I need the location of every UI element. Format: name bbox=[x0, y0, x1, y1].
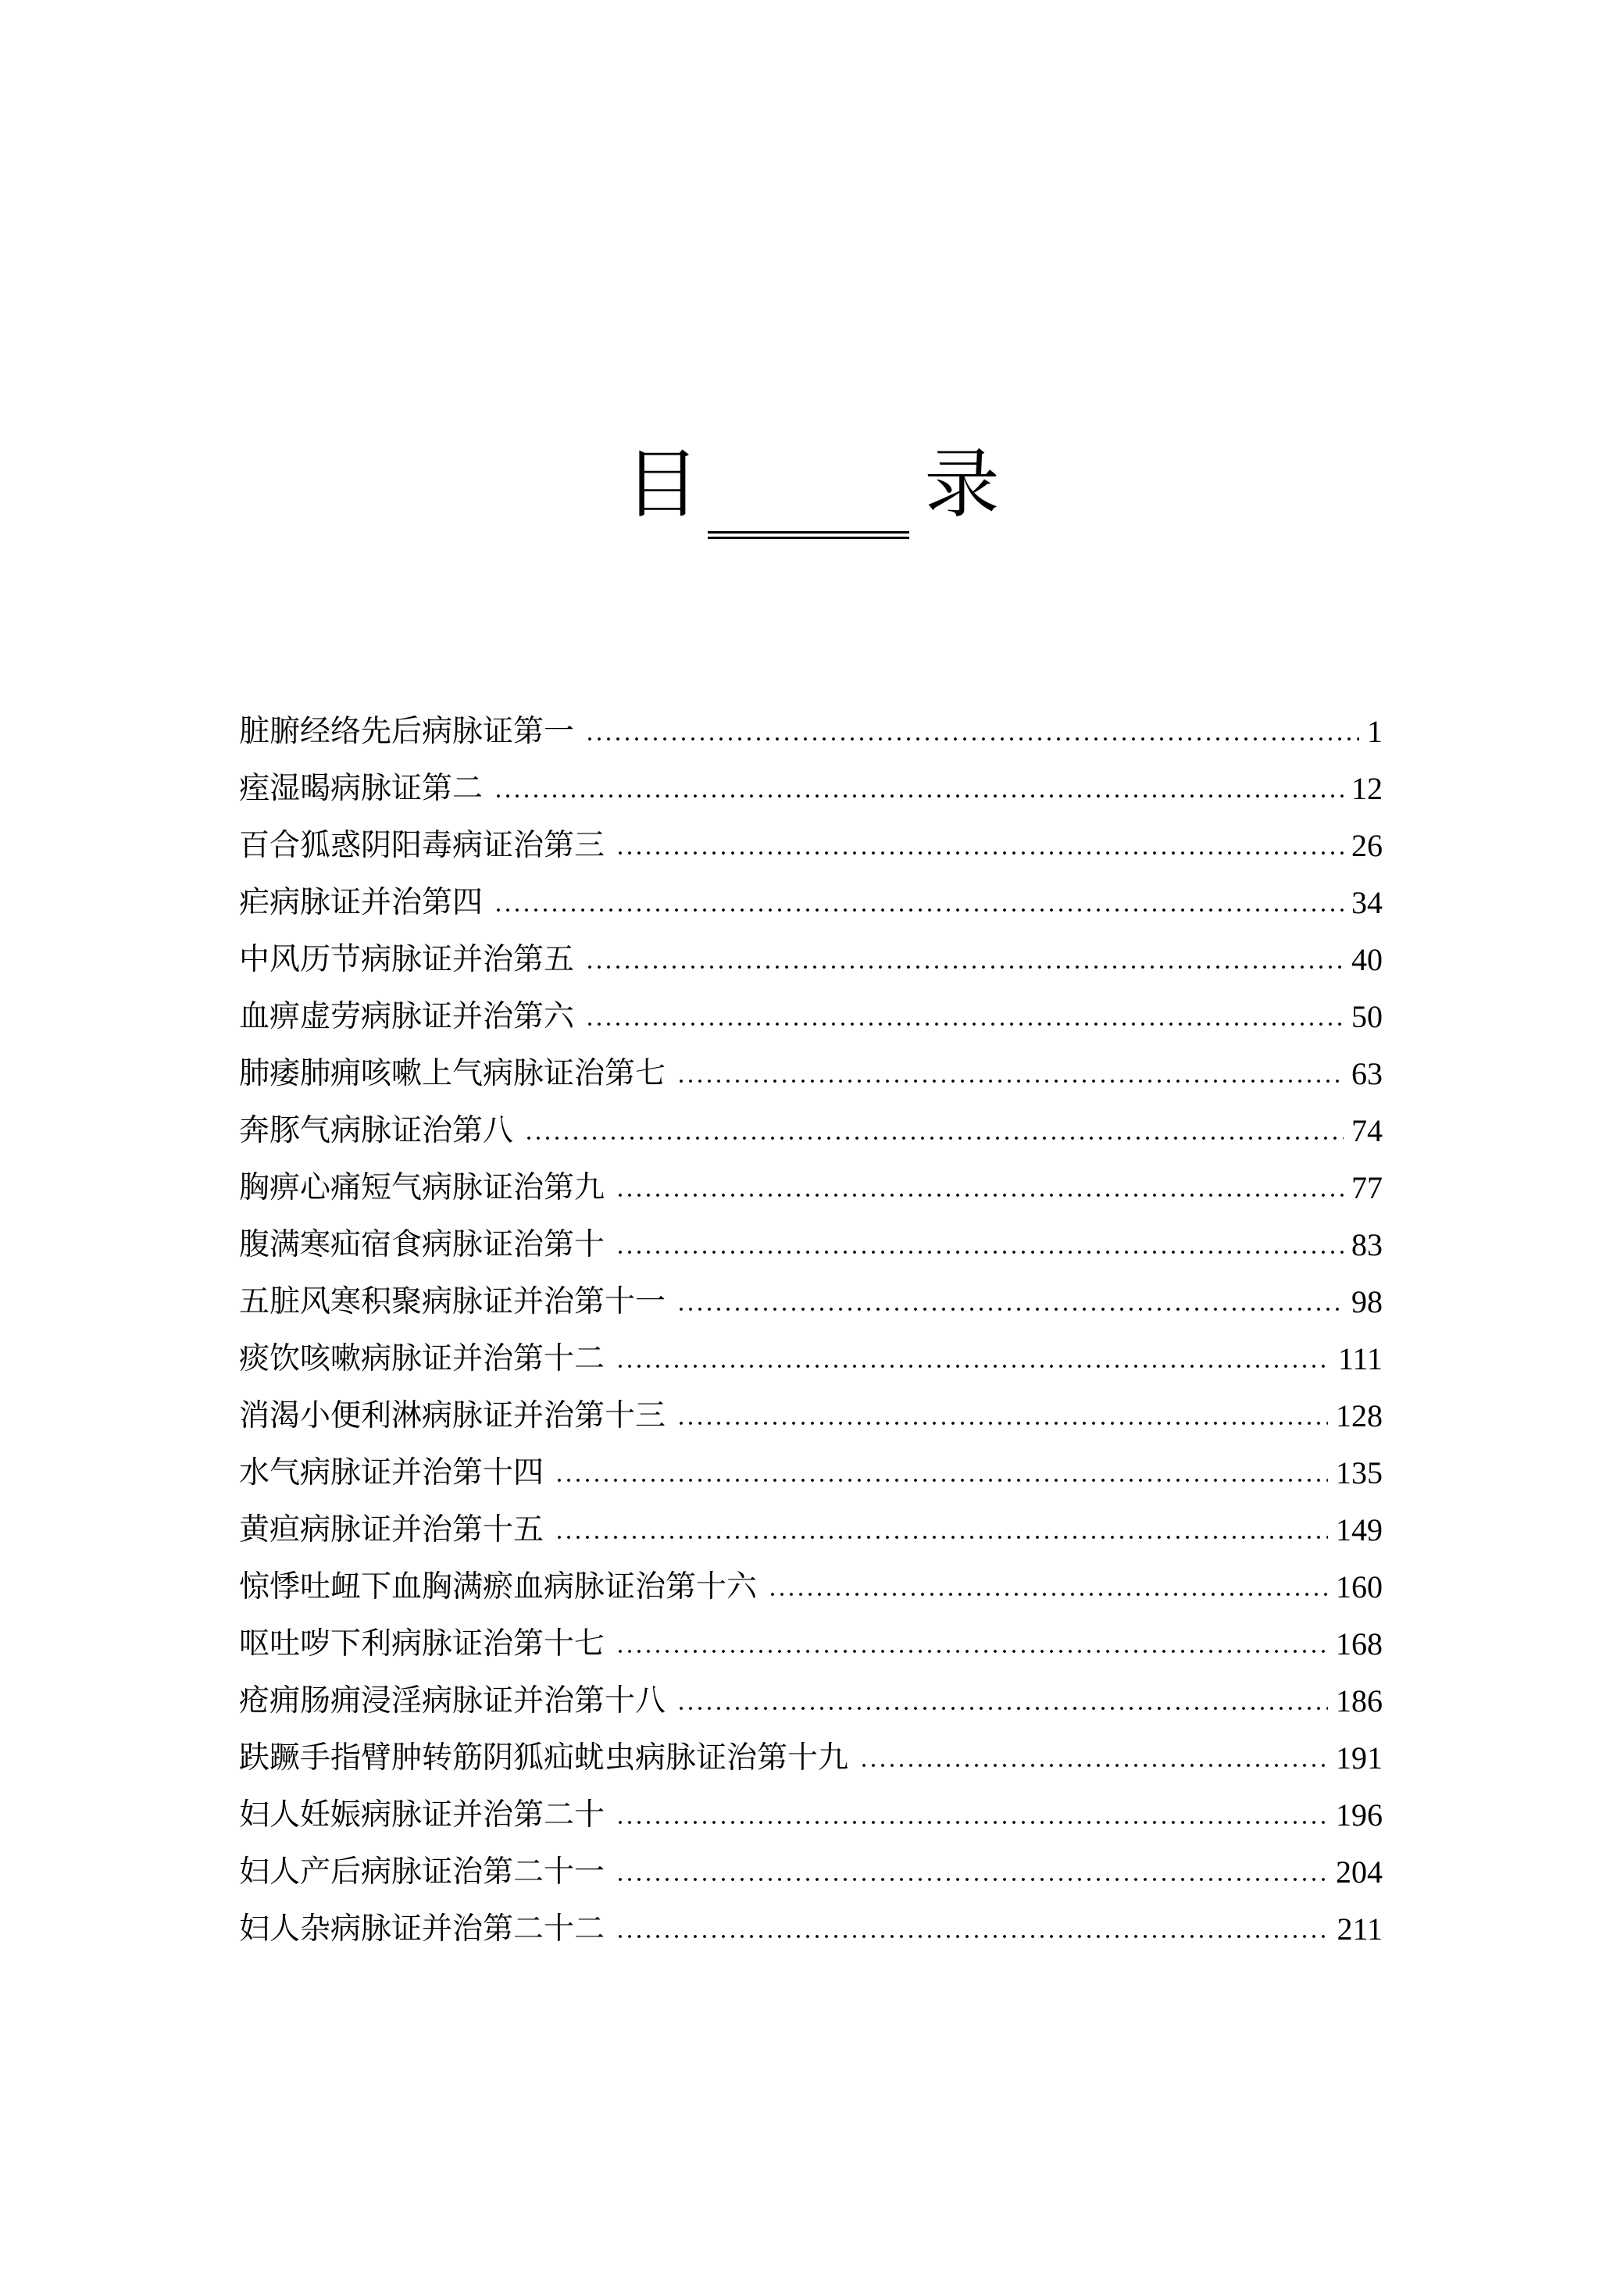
toc-entry-page-number: 63 bbox=[1351, 1056, 1383, 1091]
dot-leader bbox=[616, 1364, 1330, 1369]
toc-entry-title: 趺蹶手指臂肿转筋阴狐疝蚘虫病脉证治第十九 bbox=[239, 1740, 849, 1776]
toc-entry-title: 黄疸病脉证并治第十五 bbox=[239, 1512, 544, 1547]
toc-entry-page-number: 135 bbox=[1336, 1455, 1383, 1490]
table-of-contents bbox=[239, 703, 1383, 1958]
toc-entry[interactable] bbox=[239, 1501, 1383, 1558]
toc-entry-title: 脏腑经络先后病脉证第一 bbox=[239, 714, 575, 749]
title-double-underline bbox=[708, 531, 909, 539]
dot-leader bbox=[555, 1535, 1328, 1540]
toc-entry[interactable] bbox=[239, 760, 1383, 817]
dot-leader bbox=[585, 965, 1344, 969]
dot-leader bbox=[616, 1877, 1328, 1882]
toc-entry-title: 痰饮咳嗽病脉证并治第十二 bbox=[239, 1341, 605, 1376]
toc-entry-page-number: 34 bbox=[1351, 885, 1383, 920]
toc-entry-title: 中风历节病脉证并治第五 bbox=[239, 942, 575, 977]
toc-entry-page-number: 191 bbox=[1336, 1740, 1383, 1776]
dot-leader bbox=[768, 1592, 1328, 1597]
toc-entry-page-number: 128 bbox=[1336, 1398, 1383, 1433]
toc-entry[interactable] bbox=[239, 988, 1383, 1045]
toc-entry[interactable] bbox=[239, 1216, 1383, 1273]
dot-leader bbox=[616, 1250, 1344, 1255]
dot-leader bbox=[494, 794, 1344, 798]
toc-entry[interactable] bbox=[239, 1615, 1383, 1672]
toc-entry[interactable] bbox=[239, 1672, 1383, 1729]
toc-entry-title: 疮痈肠痈浸淫病脉证并治第十八 bbox=[239, 1683, 666, 1719]
toc-entry[interactable] bbox=[239, 1843, 1383, 1901]
toc-entry-title: 水气病脉证并治第十四 bbox=[239, 1455, 544, 1490]
page-title: 目 录 bbox=[624, 441, 1075, 528]
dot-leader bbox=[555, 1478, 1328, 1483]
toc-entry-title: 五脏风寒积聚病脉证并治第十一 bbox=[239, 1284, 666, 1319]
toc-entry[interactable] bbox=[239, 1558, 1383, 1615]
title-wrapper bbox=[0, 437, 1624, 531]
dot-leader bbox=[616, 1820, 1328, 1825]
toc-entry-page-number: 111 bbox=[1337, 1341, 1383, 1376]
dot-leader bbox=[676, 1421, 1328, 1426]
toc-entry-page-number: 83 bbox=[1351, 1227, 1383, 1262]
dot-leader bbox=[859, 1763, 1328, 1768]
toc-entry-title: 惊悸吐衄下血胸满瘀血病脉证治第十六 bbox=[239, 1569, 758, 1604]
dot-leader bbox=[585, 1022, 1344, 1026]
toc-entry[interactable] bbox=[239, 1786, 1383, 1843]
dot-leader bbox=[616, 851, 1344, 855]
toc-entry-page-number: 168 bbox=[1336, 1626, 1383, 1661]
toc-entry[interactable] bbox=[239, 1159, 1383, 1216]
toc-entry-title: 妇人杂病脉证并治第二十二 bbox=[239, 1911, 605, 1947]
toc-entry-title: 妇人产后病脉证治第二十一 bbox=[239, 1854, 605, 1890]
toc-entry-title: 胸痹心痛短气病脉证治第九 bbox=[239, 1170, 605, 1205]
toc-entry-page-number: 98 bbox=[1351, 1284, 1383, 1319]
toc-entry-page-number: 204 bbox=[1336, 1854, 1383, 1890]
toc-entry-page-number: 74 bbox=[1351, 1113, 1383, 1148]
toc-entry-title: 血痹虚劳病脉证并治第六 bbox=[239, 999, 575, 1034]
toc-entry[interactable] bbox=[239, 817, 1383, 874]
toc-entry[interactable] bbox=[239, 1444, 1383, 1501]
toc-entry-page-number: 211 bbox=[1337, 1911, 1383, 1947]
dot-leader bbox=[494, 908, 1344, 912]
toc-entry[interactable] bbox=[239, 1273, 1383, 1330]
toc-entry-page-number: 26 bbox=[1351, 828, 1383, 863]
toc-entry[interactable] bbox=[239, 1102, 1383, 1159]
toc-entry[interactable] bbox=[239, 703, 1383, 760]
toc-entry-page-number: 40 bbox=[1351, 942, 1383, 977]
toc-entry-title: 百合狐惑阴阳毒病证治第三 bbox=[239, 828, 605, 863]
dot-leader bbox=[676, 1307, 1344, 1312]
toc-entry[interactable] bbox=[239, 1387, 1383, 1444]
toc-entry-page-number: 50 bbox=[1351, 999, 1383, 1034]
toc-entry[interactable] bbox=[239, 874, 1383, 931]
toc-entry-page-number: 160 bbox=[1336, 1569, 1383, 1604]
toc-entry[interactable] bbox=[239, 1045, 1383, 1102]
dot-leader bbox=[676, 1079, 1344, 1083]
toc-entry[interactable] bbox=[239, 1901, 1383, 1958]
dot-leader bbox=[616, 1649, 1328, 1654]
toc-entry-title: 肺痿肺痈咳嗽上气病脉证治第七 bbox=[239, 1056, 666, 1091]
toc-entry-page-number: 12 bbox=[1351, 771, 1383, 806]
toc-entry-title: 腹满寒疝宿食病脉证治第十 bbox=[239, 1227, 605, 1262]
dot-leader bbox=[676, 1706, 1328, 1711]
toc-entry-page-number: 186 bbox=[1336, 1683, 1383, 1719]
toc-entry[interactable] bbox=[239, 1330, 1383, 1387]
toc-entry-title: 妇人妊娠病脉证并治第二十 bbox=[239, 1797, 605, 1833]
toc-entry-title: 疟病脉证并治第四 bbox=[239, 885, 484, 920]
toc-entry-page-number: 1 bbox=[1367, 714, 1383, 749]
toc-entry-page-number: 149 bbox=[1336, 1512, 1383, 1547]
dot-leader bbox=[524, 1136, 1344, 1140]
toc-entry-title: 呕吐哕下利病脉证治第十七 bbox=[239, 1626, 605, 1661]
toc-entry-page-number: 77 bbox=[1351, 1170, 1383, 1205]
toc-entry-title: 奔豚气病脉证治第八 bbox=[239, 1113, 514, 1148]
toc-entry-title: 消渴小便利淋病脉证并治第十三 bbox=[239, 1398, 666, 1433]
dot-leader bbox=[616, 1193, 1344, 1197]
toc-entry-page-number: 196 bbox=[1336, 1797, 1383, 1833]
dot-leader bbox=[616, 1934, 1329, 1939]
toc-entry[interactable] bbox=[239, 1729, 1383, 1786]
dot-leader bbox=[585, 737, 1359, 741]
toc-entry-title: 痓湿暍病脉证第二 bbox=[239, 771, 484, 806]
toc-entry[interactable] bbox=[239, 931, 1383, 988]
